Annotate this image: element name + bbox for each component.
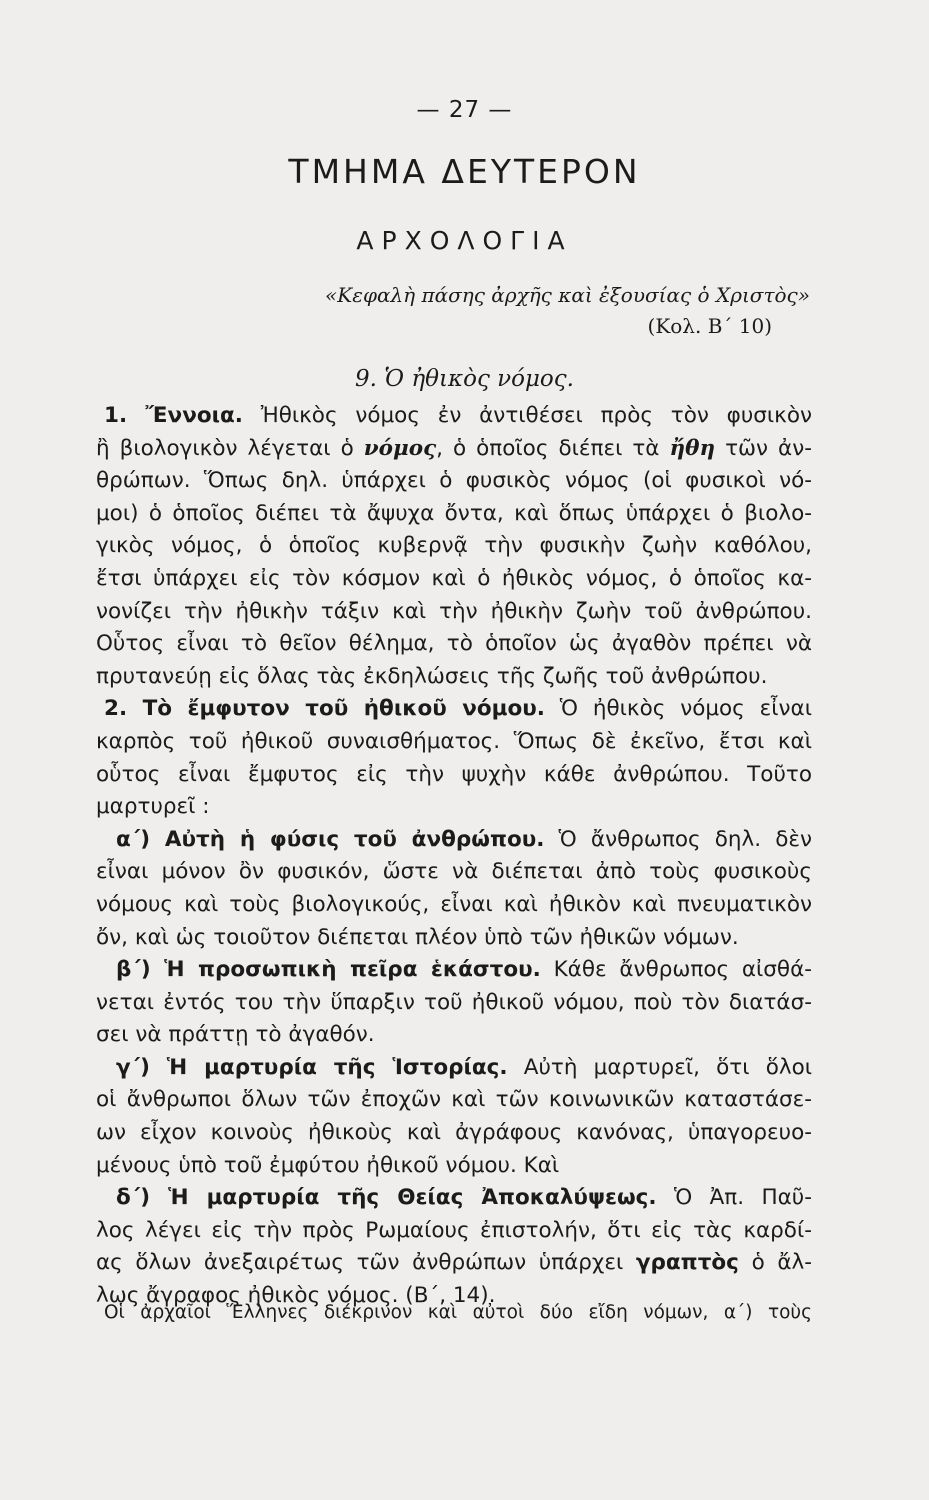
text-line: ἔτσι ὑπάρχει εἰς τὸν κόσμον καὶ ὁ ἠθικὸς νόμος, ὁ ὁποῖος κα- bbox=[96, 565, 812, 591]
text-line: νονίζει τὴν ἠθικὴν τάξιν καὶ τὴν ἠθικὴν ζωὴν τοῦ ἀνθρώπου. bbox=[96, 598, 812, 624]
text-line: α΄) Αὐτὴ ἡ φύσις τοῦ ἀνθρώπου. Ὁ ἄνθρωπος δηλ. δὲν bbox=[116, 826, 812, 852]
text-line: θρώπων. Ὅπως δηλ. ὑπάρχει ὁ φυσικὸς νόμος (οἱ φυσικοὶ νό- bbox=[96, 468, 812, 494]
section-title: ΤΜΗΜΑ ΔΕΥΤΕΡΟΝ bbox=[288, 152, 641, 191]
emphasis: νόμος bbox=[363, 435, 437, 461]
text-line: λος λέγει εἰς τὴν πρὸς Ρωμαίους ἐπιστολήν, ὅτι εἰς τὰς καρδί- bbox=[96, 1217, 812, 1243]
text-line: Οὗτος εἶναι τὸ θεῖον θέλημα, τὸ ὁποῖον ὡς ἀγαθὸν πρέπει νὰ bbox=[96, 631, 812, 657]
footer-text-line: Οἱ ἀρχαῖοι Ἕλληνες διέκρινον καὶ αὐτοὶ δύο εἴδη νόμων, α΄) τοὺς bbox=[104, 1302, 812, 1323]
text-line: γ΄) Ἡ μαρτυρία τῆς Ἱστορίας. Αὐτὴ μαρτυρεῖ, ὅτι ὅλοι bbox=[116, 1054, 812, 1080]
text-line: λως ἄγραφος ἠθικὸς νόμος. (Β΄, 14). bbox=[96, 1283, 496, 1309]
text-line: πρυτανεύῃ εἰς ὅλας τὰς ἐκδηλώσεις τῆς ζωῆς τοῦ ἀνθρώπου. bbox=[96, 663, 768, 689]
text-line: ας ὅλων ἀνεξαιρέτως τῶν ἀνθρώπων ὑπάρχει γραπτὸς ὁ ἄλ- bbox=[96, 1250, 812, 1276]
subsection-title: 9. Ὁ ἠθικὸς νόμος. bbox=[355, 366, 574, 392]
paragraph-heading: γ΄) Ἡ μαρτυρία τῆς Ἱστορίας. bbox=[116, 1054, 508, 1080]
chapter-title: ΑΡΧΟΛΟΓΙΑ bbox=[356, 226, 573, 255]
text-line: σει νὰ πράττῃ τὸ ἀγαθόν. bbox=[96, 1022, 375, 1048]
text-line: ἢ βιολογικὸν λέγεται ὁ νόμος, ὁ ὁποῖος διέπει τὰ ἤθη τῶν ἀν- bbox=[96, 435, 812, 461]
paragraph-heading: α΄) Αὐτὴ ἡ φύσις τοῦ ἀνθρώπου. bbox=[116, 826, 545, 852]
text-line: οὗτος εἶναι ἔμφυτος εἰς τὴν ψυχὴν κάθε ἀνθρώπου. Τοῦτο bbox=[96, 761, 812, 787]
page-number: — 27 — bbox=[416, 97, 513, 123]
paragraph-heading: δ΄) Ἡ μαρτυρία τῆς Θείας Ἀποκαλύψεως. bbox=[116, 1185, 657, 1211]
text-line: ων εἶχον κοινοὺς ἠθικοὺς καὶ ἀγράφους κανόνας, ὑπαγορευο- bbox=[96, 1120, 812, 1146]
epigraph-reference: (Κολ. Β΄ 10) bbox=[647, 314, 772, 338]
text-line: 2. Τὸ ἔμφυτον τοῦ ἠθικοῦ νόμου. Ὁ ἠθικὸς νόμος εἶναι bbox=[104, 696, 812, 722]
text-line: 1. Ἔννοια. Ἠθικὸς νόμος ἐν ἀντιθέσει πρὸς τὸν φυσικὸν bbox=[104, 403, 812, 428]
text-line: νόμους καὶ τοὺς βιολογικούς, εἶναι καὶ ἠθικὸν καὶ πνευματικὸν bbox=[96, 891, 812, 917]
body-text bbox=[96, 400, 812, 1313]
paragraph-heading: 2. Τὸ ἔμφυτον τοῦ ἠθικοῦ νόμου. bbox=[104, 696, 545, 722]
paragraph-heading: β΄) Ἡ προσωπικὴ πεῖρα ἑκάστου. bbox=[116, 957, 541, 983]
text-line: οἱ ἄνθρωποι ὅλων τῶν ἐποχῶν καὶ τῶν κοινωνικῶν καταστάσε- bbox=[96, 1087, 812, 1113]
text-line: γικὸς νόμος, ὁ ὁποῖος κυβερνᾷ τὴν φυσικὴν ζωὴν καθόλου, bbox=[96, 533, 812, 559]
text-line: καρπὸς τοῦ ἠθικοῦ συναισθήματος. Ὅπως δὲ ἐκεῖνο, ἔτσι καὶ bbox=[96, 728, 812, 754]
emphasis: ἤθη bbox=[669, 435, 716, 461]
paragraph-heading: 1. Ἔννοια. bbox=[104, 403, 243, 428]
text-line: εἶναι μόνον ὂν φυσικόν, ὥστε νὰ διέπεται ἀπὸ τοὺς φυσικοὺς bbox=[96, 859, 812, 885]
text-line: μαρτυρεῖ : bbox=[96, 794, 210, 820]
epigraph-quote: «Κεφαλὴ πάσης ἀρχῆς καὶ ἐξουσίας ὁ Χριστὸς» bbox=[325, 283, 810, 307]
emphasis: γραπτὸς bbox=[635, 1250, 739, 1276]
text-line: νεται ἐντός του τὴν ὕπαρξιν τοῦ ἠθικοῦ νόμου, ποὺ τὸν διατάσ- bbox=[96, 989, 812, 1015]
text-line: δ΄) Ἡ μαρτυρία τῆς Θείας Ἀποκαλύψεως. Ὁ Ἀπ. Παῦ- bbox=[116, 1185, 813, 1211]
text-line: ὄν, καὶ ὡς τοιοῦτον διέπεται πλέον ὑπὸ τῶν ἠθικῶν νόμων. bbox=[96, 924, 739, 950]
text-line: μοι) ὁ ὁποῖος διέπει τὰ ἄψυχα ὄντα, καὶ ὅπως ὑπάρχει ὁ βιολο- bbox=[96, 500, 812, 526]
text-line: β΄) Ἡ προσωπικὴ πεῖρα ἑκάστου. Κάθε ἄνθρωπος αἰσθά- bbox=[116, 957, 813, 983]
text-line: μένους ὑπὸ τοῦ ἐμφύτου ἠθικοῦ νόμου. Καὶ bbox=[96, 1152, 560, 1178]
